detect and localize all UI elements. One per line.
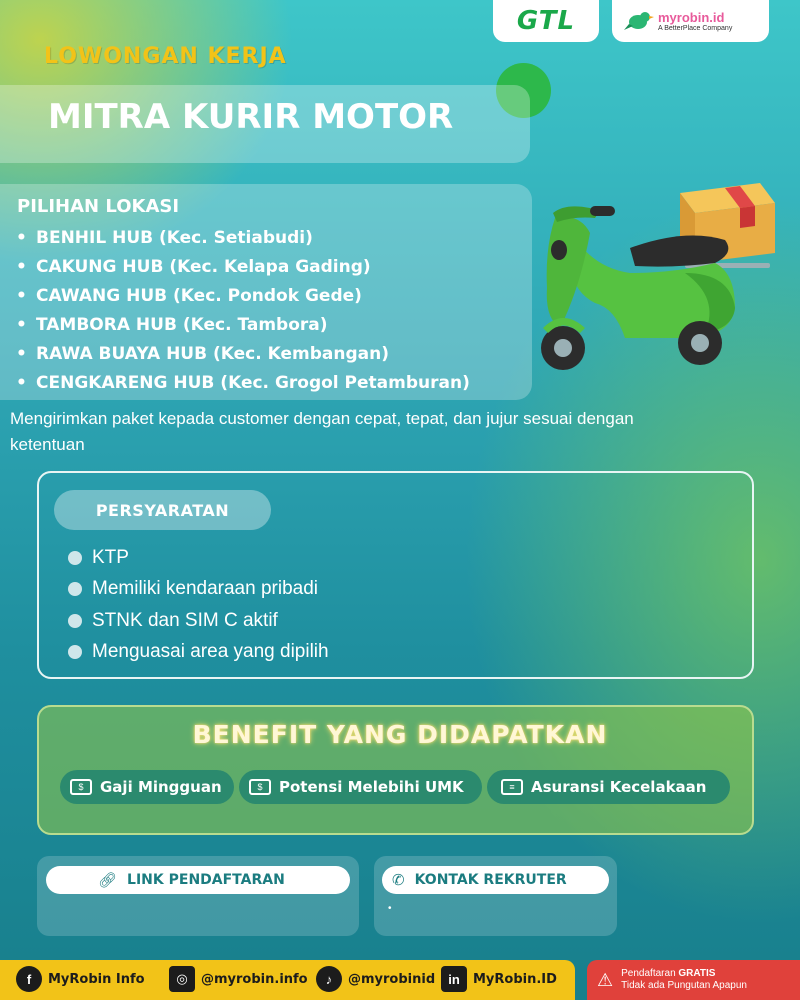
requirements-title: PERSYARATAN bbox=[95, 500, 230, 520]
myrobin-logo-name: myrobin.id bbox=[658, 10, 725, 25]
header-subtitle: LOWONGAN KERJA bbox=[44, 44, 287, 69]
page-title: MITRA KURIR MOTOR bbox=[48, 97, 454, 137]
location-item: • BENHIL HUB (Kec. Setiabudi) bbox=[14, 224, 470, 253]
linkedin-link[interactable] bbox=[441, 966, 557, 992]
notice-line-2: Tidak ada Pungutan Apapun bbox=[621, 980, 747, 991]
bird-icon bbox=[624, 8, 654, 34]
warning-icon: ⚠ bbox=[597, 969, 614, 990]
facebook-link[interactable] bbox=[16, 966, 145, 992]
requirement-item bbox=[68, 637, 329, 669]
requirement-item bbox=[68, 542, 329, 574]
recruiter-contact-label: KONTAK REKRUTER bbox=[414, 872, 567, 888]
location-item: • TAMBORA HUB (Kec. Tambora) bbox=[14, 311, 470, 340]
requirement-text: STNK dan SIM C aktif bbox=[92, 609, 278, 631]
benefit-label: Asuransi Kecelakaan bbox=[531, 778, 707, 796]
registration-link-label: LINK PENDAFTARAN bbox=[127, 872, 285, 888]
free-registration-notice bbox=[587, 960, 800, 1000]
myrobin-logo-tagline: A BetterPlace Company bbox=[658, 25, 733, 32]
location-item: • CAKUNG HUB (Kec. Kelapa Gading) bbox=[14, 253, 470, 282]
recruiter-contact-button[interactable] bbox=[382, 866, 609, 894]
benefit-above-umk bbox=[239, 770, 482, 804]
facebook-icon: f bbox=[16, 966, 42, 992]
instagram-icon: ◎ bbox=[169, 966, 195, 992]
requirement-item bbox=[68, 574, 329, 606]
facebook-handle: MyRobin Info bbox=[48, 971, 145, 987]
locations-list bbox=[14, 224, 470, 398]
myrobin-logo bbox=[612, 0, 769, 42]
location-item: • RAWA BUAYA HUB (Kec. Kembangan) bbox=[14, 340, 470, 369]
requirement-text: KTP bbox=[92, 546, 129, 568]
benefit-accident-insurance bbox=[487, 770, 730, 804]
requirement-text: Menguasai area yang dipilih bbox=[92, 641, 329, 663]
id-card-icon: ≡ bbox=[501, 779, 523, 795]
linkedin-icon: in bbox=[441, 966, 467, 992]
notice-prefix: Pendaftaran bbox=[621, 968, 679, 979]
requirements-list bbox=[68, 542, 329, 668]
benefit-label: Gaji Mingguan bbox=[100, 778, 222, 796]
scooter-illustration bbox=[535, 178, 780, 378]
registration-link-button[interactable] bbox=[46, 866, 350, 894]
requirement-item bbox=[68, 605, 329, 637]
instagram-handle: @myrobin.info bbox=[201, 971, 308, 987]
bullet-dot-icon bbox=[68, 551, 82, 565]
location-item: • CAWANG HUB (Kec. Pondok Gede) bbox=[14, 282, 470, 311]
tiktok-handle: @myrobinid bbox=[348, 971, 436, 987]
notice-free: GRATIS bbox=[678, 968, 716, 979]
gtl-logo-text: GTL bbox=[516, 6, 576, 36]
linkedin-handle: MyRobin.ID bbox=[473, 971, 557, 987]
requirement-text: Memiliki kendaraan pribadi bbox=[92, 578, 318, 600]
tiktok-icon: ♪ bbox=[316, 966, 342, 992]
benefit-label: Potensi Melebihi UMK bbox=[279, 778, 464, 796]
gtl-logo bbox=[493, 0, 599, 42]
money-icon: $ bbox=[249, 779, 271, 795]
link-icon: 🔗︎ bbox=[98, 872, 118, 889]
bullet-dot-icon bbox=[68, 614, 82, 628]
phone-icon: ✆ bbox=[392, 872, 405, 889]
tiktok-link[interactable] bbox=[316, 966, 435, 992]
benefit-weekly-salary bbox=[60, 770, 234, 804]
bullet-dot-icon bbox=[68, 582, 82, 596]
instagram-link[interactable] bbox=[169, 966, 308, 992]
money-icon: $ bbox=[70, 779, 92, 795]
requirements-title-pill bbox=[54, 490, 271, 530]
job-description: Mengirimkan paket kepada customer dengan cepat, tepat, dan jujur sesuai dengan ketentuan bbox=[10, 409, 634, 454]
location-item: • CENGKARENG HUB (Kec. Grogol Petamburan) bbox=[14, 369, 470, 398]
locations-title: PILIHAN LOKASI bbox=[17, 196, 180, 217]
recruiter-contact-value: • bbox=[388, 903, 392, 914]
notice-line-1 bbox=[621, 968, 747, 980]
benefits-title: BENEFIT YANG DIDAPATKAN bbox=[192, 720, 608, 749]
bullet-dot-icon bbox=[68, 645, 82, 659]
